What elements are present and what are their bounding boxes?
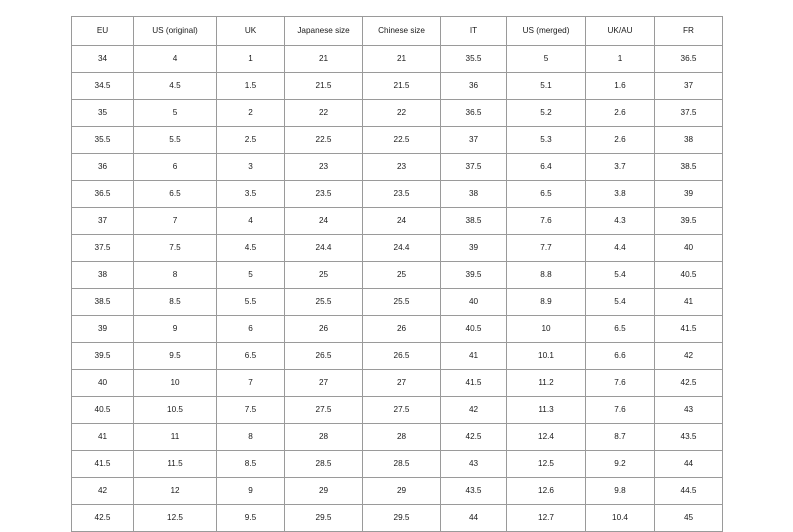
table-cell: 5.2 xyxy=(507,100,586,127)
column-header: Japanese size xyxy=(285,17,363,46)
table-cell: 27.5 xyxy=(285,397,363,424)
table-cell: 35 xyxy=(72,100,134,127)
table-row xyxy=(72,289,723,316)
table-row xyxy=(72,424,723,451)
table-cell: 6.4 xyxy=(507,154,586,181)
table-cell: 22.5 xyxy=(363,127,441,154)
table-cell: 35.5 xyxy=(72,127,134,154)
table-cell: 21.5 xyxy=(363,73,441,100)
table-cell: 38 xyxy=(72,262,134,289)
table-row xyxy=(72,370,723,397)
table-row xyxy=(72,397,723,424)
shoe-size-conversion-table xyxy=(71,16,723,532)
table-cell: 6.5 xyxy=(217,343,285,370)
column-header: UK/AU xyxy=(586,17,655,46)
table-cell: 21.5 xyxy=(285,73,363,100)
column-header: EU xyxy=(72,17,134,46)
table-cell: 1 xyxy=(586,46,655,73)
table-cell: 41.5 xyxy=(72,451,134,478)
table-cell: 8.9 xyxy=(507,289,586,316)
table-cell: 9 xyxy=(217,478,285,505)
table-cell: 8.8 xyxy=(507,262,586,289)
table-row xyxy=(72,505,723,532)
table-cell: 25 xyxy=(285,262,363,289)
table-cell: 40.5 xyxy=(655,262,723,289)
table-cell: 8 xyxy=(217,424,285,451)
table-cell: 41.5 xyxy=(441,370,507,397)
table-row xyxy=(72,262,723,289)
table-cell: 22 xyxy=(285,100,363,127)
table-cell: 11.5 xyxy=(134,451,217,478)
table-cell: 6 xyxy=(217,316,285,343)
table-cell: 40.5 xyxy=(72,397,134,424)
table-cell: 40 xyxy=(441,289,507,316)
table-cell: 3 xyxy=(217,154,285,181)
table-cell: 8.5 xyxy=(217,451,285,478)
table-cell: 43 xyxy=(441,451,507,478)
table-cell: 42.5 xyxy=(72,505,134,532)
table-cell: 42.5 xyxy=(441,424,507,451)
table-cell: 42.5 xyxy=(655,370,723,397)
table-cell: 43.5 xyxy=(441,478,507,505)
table-cell: 12.5 xyxy=(507,451,586,478)
table-cell: 12.4 xyxy=(507,424,586,451)
table-cell: 11.2 xyxy=(507,370,586,397)
table-cell: 23.5 xyxy=(363,181,441,208)
table-cell: 7 xyxy=(217,370,285,397)
table-cell: 24.4 xyxy=(285,235,363,262)
table-cell: 10 xyxy=(507,316,586,343)
table-cell: 6.5 xyxy=(586,316,655,343)
table-cell: 5.3 xyxy=(507,127,586,154)
table-cell: 8 xyxy=(134,262,217,289)
table-cell: 42 xyxy=(72,478,134,505)
table-cell: 9.2 xyxy=(586,451,655,478)
table-cell: 27.5 xyxy=(363,397,441,424)
table-row xyxy=(72,181,723,208)
table-row xyxy=(72,46,723,73)
table-cell: 37 xyxy=(72,208,134,235)
table-cell: 4 xyxy=(134,46,217,73)
table-cell: 11 xyxy=(134,424,217,451)
table-cell: 36.5 xyxy=(441,100,507,127)
table-cell: 37 xyxy=(655,73,723,100)
table-cell: 36 xyxy=(72,154,134,181)
table-cell: 28.5 xyxy=(285,451,363,478)
table-cell: 1 xyxy=(217,46,285,73)
table-cell: 29 xyxy=(285,478,363,505)
table-cell: 39 xyxy=(72,316,134,343)
table-cell: 5 xyxy=(134,100,217,127)
table-cell: 38 xyxy=(441,181,507,208)
column-header: Chinese size xyxy=(363,17,441,46)
table-cell: 12 xyxy=(134,478,217,505)
table-cell: 2 xyxy=(217,100,285,127)
table-cell: 5.5 xyxy=(217,289,285,316)
table-cell: 28 xyxy=(285,424,363,451)
table-cell: 40 xyxy=(72,370,134,397)
table-cell: 2.6 xyxy=(586,127,655,154)
table-cell: 37.5 xyxy=(72,235,134,262)
table-cell: 7.5 xyxy=(134,235,217,262)
table-cell: 9.5 xyxy=(134,343,217,370)
table-cell: 26.5 xyxy=(363,343,441,370)
table-row xyxy=(72,478,723,505)
table-cell: 22 xyxy=(363,100,441,127)
table-cell: 9.5 xyxy=(217,505,285,532)
table-cell: 2.6 xyxy=(586,100,655,127)
table-cell: 37.5 xyxy=(441,154,507,181)
column-header: FR xyxy=(655,17,723,46)
table-cell: 5.4 xyxy=(586,262,655,289)
table-cell: 6.6 xyxy=(586,343,655,370)
table-cell: 44.5 xyxy=(655,478,723,505)
table-row xyxy=(72,316,723,343)
table-cell: 23.5 xyxy=(285,181,363,208)
table-cell: 39 xyxy=(441,235,507,262)
table-header-row xyxy=(72,17,723,46)
table-cell: 45 xyxy=(655,505,723,532)
table-cell: 44 xyxy=(441,505,507,532)
table-cell: 24 xyxy=(363,208,441,235)
table-cell: 5.1 xyxy=(507,73,586,100)
table-cell: 10.4 xyxy=(586,505,655,532)
table-cell: 10.1 xyxy=(507,343,586,370)
table-cell: 43 xyxy=(655,397,723,424)
table-cell: 10 xyxy=(134,370,217,397)
table-cell: 8.5 xyxy=(134,289,217,316)
table-cell: 38.5 xyxy=(72,289,134,316)
table-cell: 4.5 xyxy=(217,235,285,262)
table-cell: 26.5 xyxy=(285,343,363,370)
table-cell: 21 xyxy=(363,46,441,73)
column-header: US (merged) xyxy=(507,17,586,46)
table-cell: 1.6 xyxy=(586,73,655,100)
table-cell: 7.7 xyxy=(507,235,586,262)
table-cell: 39.5 xyxy=(655,208,723,235)
table-cell: 36 xyxy=(441,73,507,100)
table-cell: 41.5 xyxy=(655,316,723,343)
table-cell: 12.6 xyxy=(507,478,586,505)
table-cell: 40.5 xyxy=(441,316,507,343)
table-cell: 38.5 xyxy=(441,208,507,235)
table-row xyxy=(72,154,723,181)
table-cell: 39.5 xyxy=(72,343,134,370)
table-cell: 39.5 xyxy=(441,262,507,289)
table-cell: 21 xyxy=(285,46,363,73)
table-cell: 6.5 xyxy=(134,181,217,208)
table-cell: 4.3 xyxy=(586,208,655,235)
table-cell: 6.5 xyxy=(507,181,586,208)
table-row xyxy=(72,451,723,478)
table-cell: 5.4 xyxy=(586,289,655,316)
table-cell: 11.3 xyxy=(507,397,586,424)
table-row xyxy=(72,235,723,262)
table-cell: 26 xyxy=(285,316,363,343)
table-cell: 8.7 xyxy=(586,424,655,451)
table-cell: 5.5 xyxy=(134,127,217,154)
table-cell: 7 xyxy=(134,208,217,235)
table-cell: 24.4 xyxy=(363,235,441,262)
table-cell: 39 xyxy=(655,181,723,208)
table-cell: 3.8 xyxy=(586,181,655,208)
table-cell: 29 xyxy=(363,478,441,505)
table-row xyxy=(72,100,723,127)
table-cell: 38 xyxy=(655,127,723,154)
column-header: UK xyxy=(217,17,285,46)
table-row xyxy=(72,73,723,100)
table-cell: 35.5 xyxy=(441,46,507,73)
table-cell: 4 xyxy=(217,208,285,235)
table-row xyxy=(72,127,723,154)
table-cell: 29.5 xyxy=(285,505,363,532)
table-cell: 44 xyxy=(655,451,723,478)
table-cell: 28.5 xyxy=(363,451,441,478)
table-cell: 4.4 xyxy=(586,235,655,262)
shoe-size-conversion-table-container xyxy=(71,16,722,532)
table-cell: 29.5 xyxy=(363,505,441,532)
table-cell: 22.5 xyxy=(285,127,363,154)
table-cell: 4.5 xyxy=(134,73,217,100)
table-cell: 41 xyxy=(72,424,134,451)
table-row xyxy=(72,208,723,235)
table-cell: 36.5 xyxy=(72,181,134,208)
table-cell: 38.5 xyxy=(655,154,723,181)
table-cell: 26 xyxy=(363,316,441,343)
table-cell: 2.5 xyxy=(217,127,285,154)
table-cell: 41 xyxy=(655,289,723,316)
table-cell: 34.5 xyxy=(72,73,134,100)
table-cell: 27 xyxy=(285,370,363,397)
table-cell: 9.8 xyxy=(586,478,655,505)
table-cell: 5 xyxy=(507,46,586,73)
table-cell: 24 xyxy=(285,208,363,235)
table-cell: 9 xyxy=(134,316,217,343)
table-body xyxy=(72,46,723,532)
table-cell: 7.5 xyxy=(217,397,285,424)
table-cell: 1.5 xyxy=(217,73,285,100)
table-cell: 7.6 xyxy=(586,397,655,424)
table-cell: 5 xyxy=(217,262,285,289)
table-cell: 42 xyxy=(441,397,507,424)
table-cell: 12.5 xyxy=(134,505,217,532)
table-cell: 37 xyxy=(441,127,507,154)
column-header: IT xyxy=(441,17,507,46)
table-cell: 25 xyxy=(363,262,441,289)
table-cell: 42 xyxy=(655,343,723,370)
table-row xyxy=(72,343,723,370)
table-cell: 27 xyxy=(363,370,441,397)
table-cell: 40 xyxy=(655,235,723,262)
table-cell: 28 xyxy=(363,424,441,451)
table-cell: 7.6 xyxy=(586,370,655,397)
table-cell: 41 xyxy=(441,343,507,370)
table-cell: 25.5 xyxy=(285,289,363,316)
table-cell: 23 xyxy=(363,154,441,181)
table-cell: 7.6 xyxy=(507,208,586,235)
table-cell: 3.7 xyxy=(586,154,655,181)
table-cell: 3.5 xyxy=(217,181,285,208)
table-cell: 37.5 xyxy=(655,100,723,127)
table-cell: 10.5 xyxy=(134,397,217,424)
table-cell: 25.5 xyxy=(363,289,441,316)
column-header: US (original) xyxy=(134,17,217,46)
table-cell: 23 xyxy=(285,154,363,181)
table-cell: 34 xyxy=(72,46,134,73)
table-header xyxy=(72,17,723,46)
table-cell: 36.5 xyxy=(655,46,723,73)
table-cell: 6 xyxy=(134,154,217,181)
table-cell: 12.7 xyxy=(507,505,586,532)
table-cell: 43.5 xyxy=(655,424,723,451)
